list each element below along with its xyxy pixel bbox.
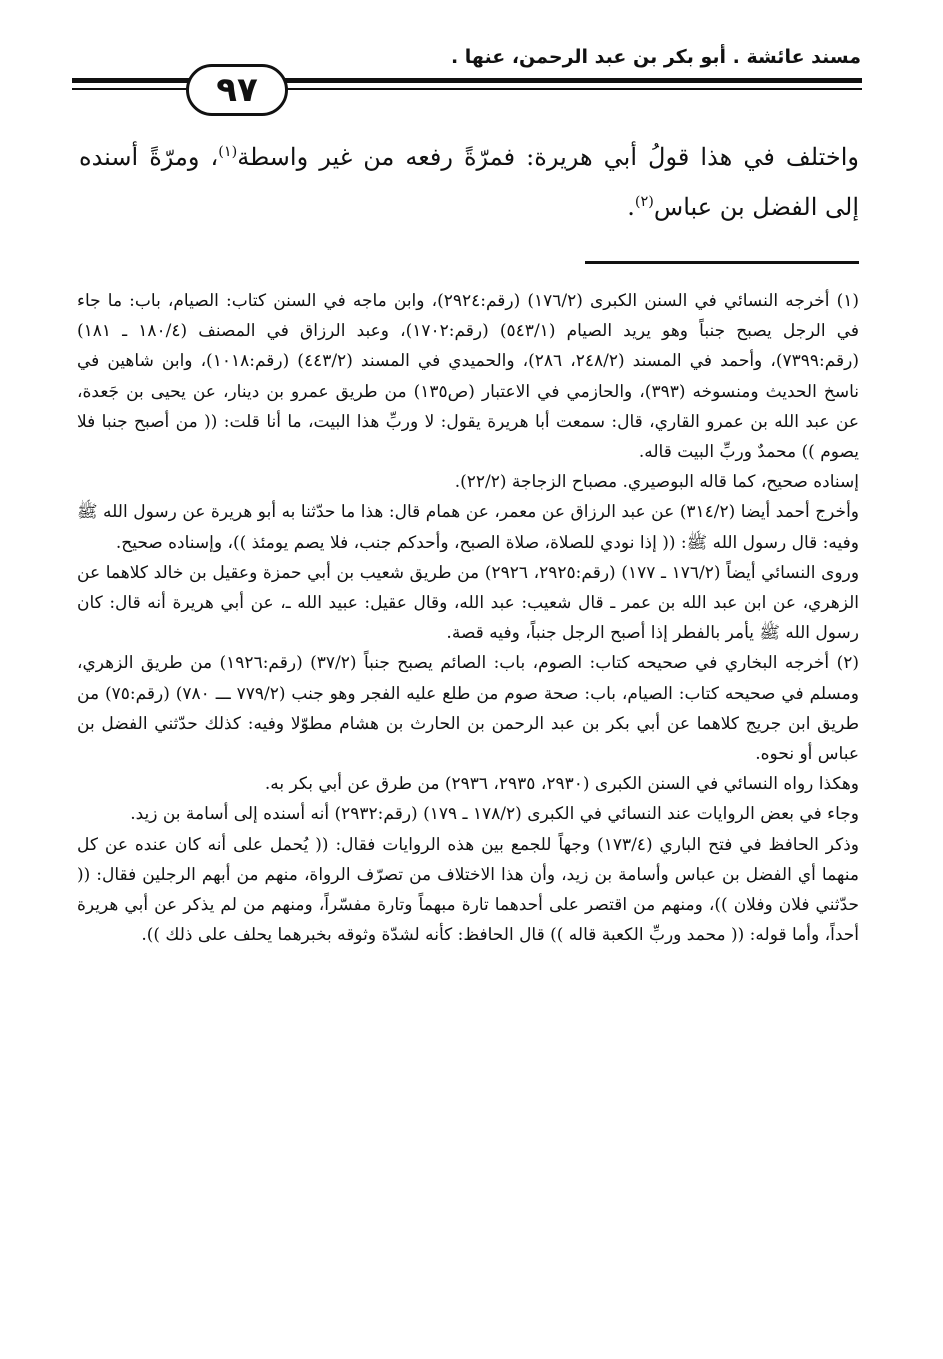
footnote-text: أخرجه النسائي في السنن الكبرى (١٧٦/٢) (رقم:٢٩٢٤)، وابن ماجه في السنن كتاب: الصيام، باب: ما جاء في الرجل يصبح جنباً وهو يريد الصيام (٥٤٣/١) (رقم:١٧٠٢)، وعبد الرزاق في المصنف (١٨٠/٤ ـ ١٨١) (رقم:٧٣٩٩)، وأحمد في المسند (٢٤٨/٢، ٢٨٦)، والحميدي في المسند (٤٤٣/٢) (رقم:١٠١٨)، وابن شاهين في ناسخ الحديث ومنسوخه (٣٩٣)، والحازمي في الاعتبار (ص١٣٥) من طريق عمرو بن دينار، عن يحيى بن جَعدة، عن عبد الله بن عمرو القاري، قال: سمعت أبا هريرة يقول: لا وربِّ هذا البيت، ما أنا قلت: (( من أصبح جنبا فلا يصوم )) محمدٌ وربِّ البيت قاله. [77,291,859,463]
footnote-separator [585,261,859,264]
footnote-2-para-3 [77,799,859,829]
footnote-2-para-2 [77,769,859,799]
footnote-marker: (٢) [836,653,859,674]
main-paragraph [79,132,859,232]
footnote-1-para-4 [77,558,859,649]
footnote-ref-2: (٢) [634,194,654,210]
footnote-ref-1: (١) [218,144,238,160]
main-text-part-1: واختلف في هذا قولُ أبي هريرة: فمرّةً رفعه من غير واسطة [237,143,859,171]
main-text-part-3: . [627,193,635,221]
footnote-2 [77,648,859,769]
footnote-1-para-2 [77,467,859,497]
footnote-text: وهكذا رواه النسائي في السنن الكبرى (٢٩٣٠، ٢٩٣٥، ٢٩٣٦) من طرق عن أبي بكر به. [264,774,859,795]
footnote-text: وأخرج أحمد أيضا (٣١٤/٢) عن عبد الرزاق عن معمر، عن همام قال: هذا ما حدّثنا به أبو هريرة عن رسول الله ﷺ وفيه: قال رسول الله ﷺ: (( إذا نودي للصلاة، صلاة الصبح، وأحدكم جنب، فلا يصم يومئذ ))، وإسناده صحيح. [77,502,860,553]
footnote-2-para-4 [77,830,859,951]
footnote-text: إسناده صحيح، كما قاله البوصيري. مصباح الزجاجة (٢٢/٢). [454,472,859,493]
footnote-1-para-3 [77,497,859,557]
main-text-part-2: ، ومرّةً أسنده إلى الفضل بن عباس [79,143,859,221]
footnote-text: وروى النسائي أيضاً (١٧٦/٢ ـ ١٧٧) (رقم:٢٩٢٥، ٢٩٢٦) من طريق شعيب بن أبي حمزة وعقيل بن خالد كلاهما عن الزهري، عن ابن عبد الله بن عمر ـ قال شعيب: عبد الله، وقال عقيل: عبيد الله ـ، عن أبي هريرة أنه قال: كان رسول الله ﷺ يأمر بالفطر إذا أصبح الرجل جنباً، وفيه قصة. [77,562,860,644]
page-number: ٩٧ [186,64,288,116]
footnote-text: وجاء في بعض الروايات عند النسائي في الكبرى (١٧٨/٢ ـ ١٧٩) (رقم:٢٩٣٢) أنه أسنده إلى أسامة بن زيد. [130,804,859,825]
footnotes-section [77,286,859,950]
footnote-marker: (١) [836,291,859,311]
footnote-text: أخرجه البخاري في صحيحه كتاب: الصوم، باب: الصائم يصبح جنباً (٣٧/٢) (رقم:١٩٢٦) من طريق الزهري، ومسلم في صحيحه كتاب: الصيام، باب: صحة صوم من طلع عليه الفجر وهو جنب (٧٧٩/٢ ـــ ٧٨٠) (رقم:٧٥) من طريق ابن جريج كلاهما عن أبي بكر بن عبد الرحمن بن الحارث بن هشام مطوّلا وفيه: كذلك حدّثني الفضل بن عباس أو نحوه. [77,653,859,765]
footnote-1 [77,286,859,467]
footnote-text: وذكر الحافظ في فتح الباري (١٧٣/٤) وجهاً للجمع بين هذه الروايات فقال: (( يُحمل على أنه كان عنده عن كل منهما أي الفضل بن عباس وأسامة بن زيد، وأن هذا الاختلاف من تصرّف الرواة، منهم من أبهم الرجلين فقال: (( حدّثني فلان وفلان ))، ومنهم من اقتصر على أحدهما تارة مبهماً وتارة مفسّراً، ومنهم من لم يذكر عن أبي هريرة أحداً، وأما قوله: (( محمد وربِّ الكعبة قاله )) قال الحافظ: كأنه لشدّة وثوقه بخبرهما يحلف على ذلك )). [77,834,860,946]
running-header-title: مسند عائشة . أبو بكر بن عبد الرحمن، عنها . [450,46,861,68]
